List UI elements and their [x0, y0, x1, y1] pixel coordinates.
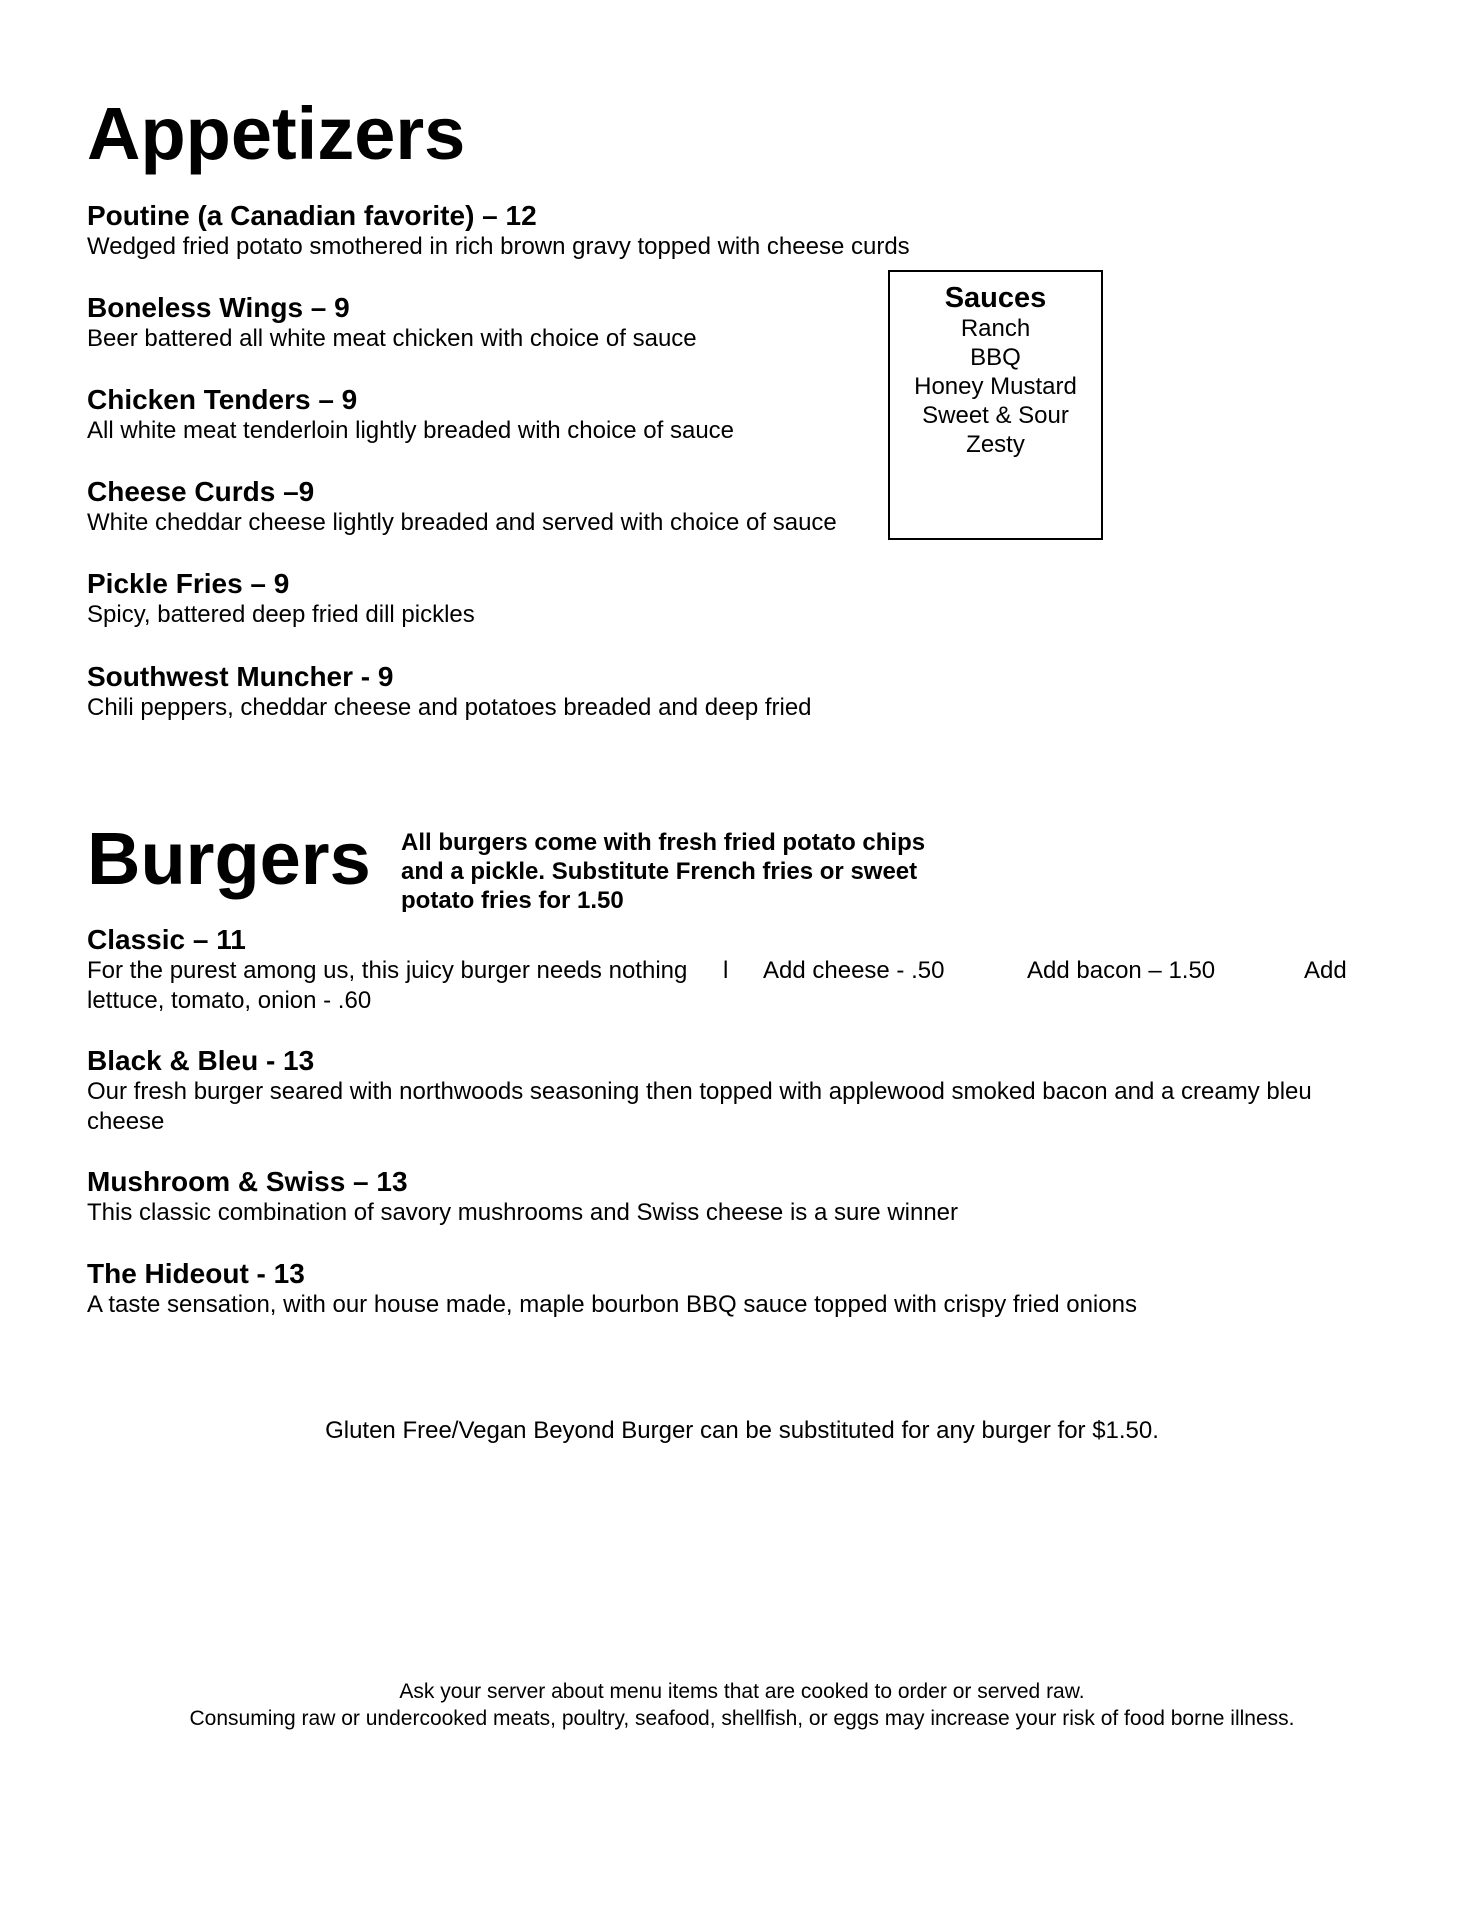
menu-item-pickle-fries: [87, 568, 887, 630]
item-name: Southwest Muncher - 9: [87, 661, 394, 692]
add-veg-option-word: Add: [1304, 957, 1347, 984]
separator-bar: l: [723, 957, 729, 984]
sauce-honey-mustard: Honey Mustard: [914, 373, 1077, 400]
menu-item-mushroom-swiss: [87, 1166, 1387, 1228]
raw-warning-line-1: Ask your server about menu items that are cooked to order or served raw.: [399, 1680, 1085, 1703]
item-description: Wedged fried potato smothered in rich brown gravy topped with cheese curds: [87, 233, 910, 260]
raw-food-warning: [0, 1678, 1484, 1732]
item-name: Chicken Tenders – 9: [87, 384, 358, 415]
menu-item-black-bleu: [87, 1045, 1387, 1137]
item-description: White cheddar cheese lightly breaded and served with choice of sauce: [87, 509, 837, 536]
sauce-sweet-sour: Sweet & Sour: [922, 402, 1069, 429]
sauces-box: [888, 270, 1103, 540]
item-name: Classic – 11: [87, 924, 246, 955]
item-name: Poutine (a Canadian favorite) – 12: [87, 200, 537, 231]
item-description: For the purest among us, this juicy burger needs nothing: [87, 957, 688, 984]
menu-item-southwest-muncher: [87, 661, 887, 723]
menu-item-chicken-tenders: [87, 384, 887, 446]
item-description: All white meat tenderloin lightly breaded with choice of sauce: [87, 417, 735, 444]
item-description: Beer battered all white meat chicken with choice of sauce: [87, 325, 697, 352]
item-name: Mushroom & Swiss – 13: [87, 1166, 408, 1197]
sauce-zesty: Zesty: [966, 431, 1025, 458]
menu-item-boneless-wings: [87, 292, 887, 354]
item-description: Our fresh burger seared with northwoods seasoning then topped with applewood smoked bacon and a creamy bleu cheese: [87, 1078, 1312, 1135]
sauces-heading: Sauces: [944, 282, 1047, 314]
menu-item-cheese-curds: [87, 476, 887, 538]
item-name: Pickle Fries – 9: [87, 568, 290, 599]
add-cheese-option: Add cheese - .50: [763, 957, 945, 984]
menu-item-classic: [87, 924, 1387, 1016]
menu-item-the-hideout: [87, 1258, 1387, 1320]
gluten-free-note: Gluten Free/Vegan Beyond Burger can be substituted for any burger for $1.50.: [325, 1417, 1159, 1444]
item-name: Boneless Wings – 9: [87, 292, 350, 323]
item-description: This classic combination of savory mushrooms and Swiss cheese is a sure winner: [87, 1199, 959, 1226]
sauce-ranch: Ranch: [960, 315, 1031, 342]
item-description: A taste sensation, with our house made, maple bourbon BBQ sauce topped with crispy fried onions: [87, 1291, 1137, 1318]
item-description: Chili peppers, cheddar cheese and potatoes breaded and deep fried: [87, 694, 812, 721]
item-name: Cheese Curds –9: [87, 476, 315, 507]
item-name: The Hideout - 13: [87, 1258, 305, 1289]
classic-description-row: [87, 956, 1387, 986]
raw-warning-line-2: Consuming raw or undercooked meats, poultry, seafood, shellfish, or eggs may increase your risk of food borne illness.: [189, 1707, 1295, 1730]
add-veg-option: lettuce, tomato, onion - .60: [87, 987, 372, 1014]
burgers-heading: Burgers: [87, 817, 371, 900]
burgers-note: All burgers come with fresh fried potato chips and a pickle. Substitute French fries or sweet potato fries for 1.50: [401, 829, 926, 912]
item-name: Black & Bleu - 13: [87, 1045, 315, 1076]
sauce-bbq: BBQ: [970, 344, 1021, 371]
item-description: Spicy, battered deep fried dill pickles: [87, 601, 475, 628]
add-bacon-option: Add bacon – 1.50: [1027, 957, 1216, 984]
menu-item-poutine: [87, 200, 910, 262]
appetizers-heading: Appetizers: [87, 92, 466, 175]
